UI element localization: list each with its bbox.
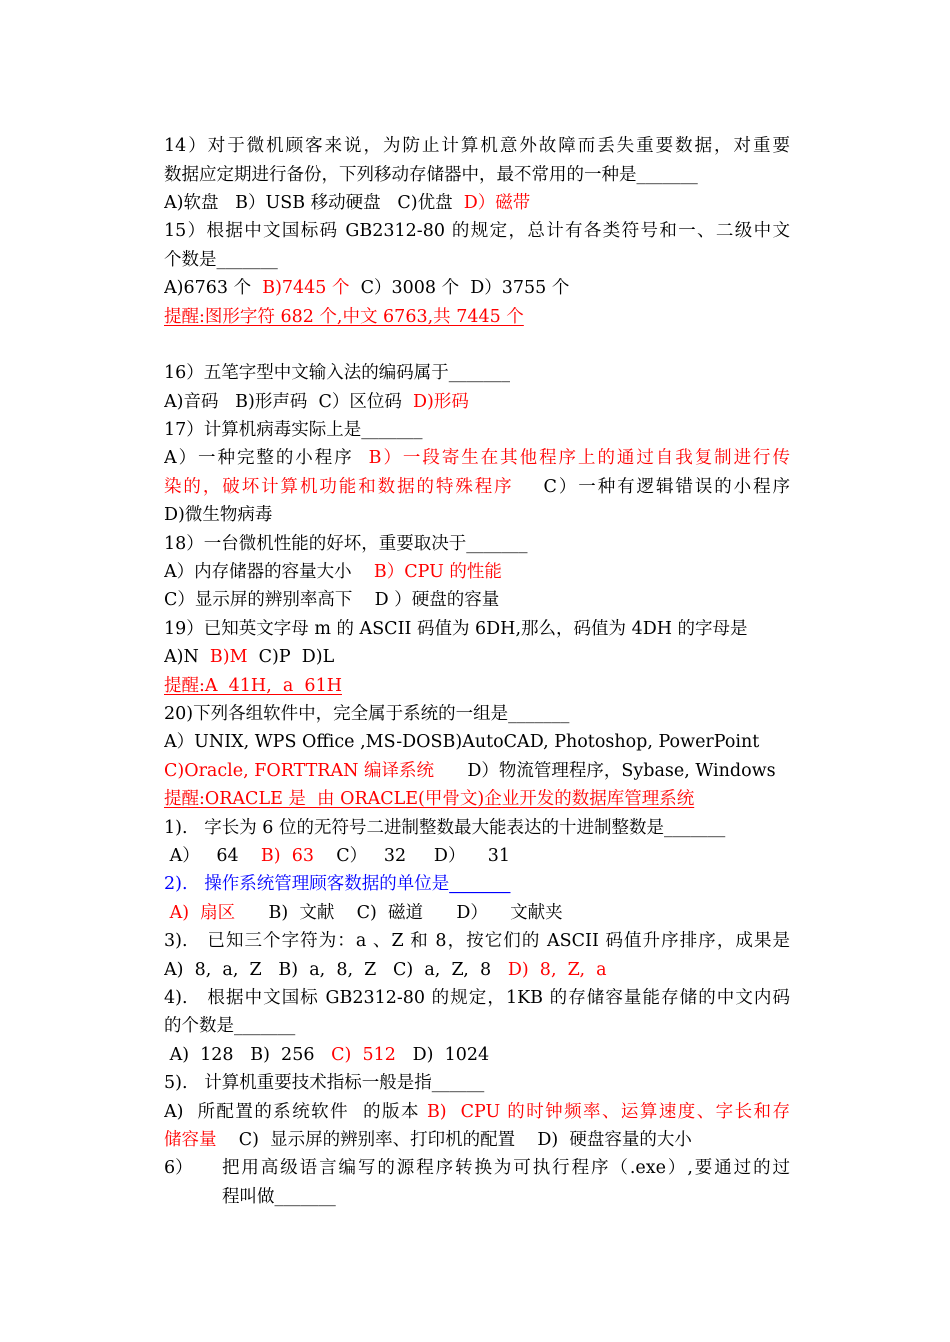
text-line (164, 444, 790, 472)
text-segment: _______ (449, 874, 511, 894)
text-line (164, 359, 790, 387)
text-segment: B）一段寄生在其他程序上的通过自我复制进行传 (368, 448, 790, 468)
text-segment: A) 所配置的系统软件 的版本 (164, 1102, 427, 1122)
text-segment: B) 63 (260, 846, 315, 866)
text-segment: B) CPU 的时钟频率、运算速度、字长和存 (426, 1102, 790, 1122)
text-line (164, 1098, 790, 1126)
text-segment: D)形码 (412, 392, 469, 412)
text-segment: D) 1024 (395, 1045, 490, 1065)
text-segment: C）一种有逻辑错误的小程序 (513, 477, 790, 497)
text-line (164, 586, 790, 614)
text-line (164, 274, 790, 302)
text-line (164, 161, 790, 189)
text-segment: 20)下列各组软件中，完全属于系统的一组是_______ (164, 704, 570, 724)
text-segment: 储容量 (164, 1130, 217, 1150)
text-line (164, 303, 790, 331)
text-line (164, 956, 790, 984)
text-line (164, 672, 790, 700)
text-line (164, 785, 790, 813)
text-segment: 染的，破坏计算机功能和数据的特殊程序 (164, 477, 514, 497)
text-line (164, 728, 790, 756)
text-line (164, 530, 790, 558)
text-line (164, 984, 790, 1012)
text-line (164, 615, 790, 643)
text-line (164, 1069, 790, 1097)
text-segment: A）内存储器的容量大小 (164, 562, 374, 582)
text-line (164, 700, 790, 728)
text-line (164, 416, 790, 444)
text-segment: 1). 字长为 6 位的无符号二进制整数最大能表达的十进制整数是_______ (164, 818, 726, 838)
text-line (164, 388, 790, 416)
text-segment: B）CPU 的性能 (373, 562, 502, 582)
item6-number: 6） (164, 1158, 193, 1178)
text-line (164, 189, 790, 217)
text-segment: D) 8, Z, a (507, 960, 607, 980)
text-line (164, 927, 790, 955)
text-segment: 4). 根据中文国标 GB2312-80 的规定，1KB 的存储容量能存储的中文内码 (164, 988, 790, 1008)
text-segment: D）磁带 (463, 193, 531, 213)
text-line (164, 217, 790, 245)
text-segment: 数据应定期进行备份，下列移动存储器中，最不常用的一种是_______ (164, 165, 698, 185)
text-line (164, 1012, 790, 1040)
item6-line1 (222, 1154, 790, 1182)
text-line (164, 501, 790, 529)
text-segment: 2). 操作系统管理顾客数据的单位是 (164, 874, 450, 894)
text-line (164, 473, 790, 501)
text-line (164, 757, 790, 785)
text-segment: 提醒:图形字符 682 个,中文 6763,共 7445 个 (164, 307, 524, 327)
text-segment: C）3008 个 D）3755 个 (349, 278, 570, 298)
text-segment: A） 64 (164, 846, 261, 866)
text-segment: 14）对于微机顾客来说，为防止计算机意外故障而丢失重要数据，对重要 (164, 136, 790, 156)
text-segment: 提醒:ORACLE 是 由 ORACLE(甲骨文)企业开发的数据库管理系统 (164, 789, 695, 809)
text-line (164, 842, 790, 870)
text-segment: 的个数是_______ (164, 1016, 296, 1036)
text-segment: B)7445 个 (262, 278, 350, 298)
text-segment: D）物流管理程序，Sybase, Windows (433, 761, 776, 781)
text-segment: A) 扇区 (164, 903, 236, 923)
item6-line2-text: 程叫做_______ (222, 1187, 336, 1207)
text-segment: A)软盘 B）USB 移动硬盘 C)优盘 (164, 193, 464, 213)
text-segment: 5). 计算机重要技术指标一般是指______ (164, 1073, 485, 1093)
text-line (164, 1041, 790, 1069)
text-line (164, 558, 790, 586)
text-segment: 15）根据中文国标码 GB2312-80 的规定，总计有各类符号和一、二级中文 (164, 221, 790, 241)
text-segment: A）UNIX, WPS Office ,MS-DOSB)AutoCAD, Photoshop, PowerPoint (164, 732, 760, 752)
text-segment: C) 显示屏的辨别率、打印机的配置 D) 硬盘容量的大小 (216, 1130, 692, 1150)
item6-line2 (222, 1183, 790, 1211)
text-segment: A)6763 个 (164, 278, 263, 298)
text-line (164, 643, 790, 671)
text-segment: D)微生物病毒 (164, 505, 273, 525)
text-line (164, 246, 790, 274)
text-segment: C)P D)L (247, 647, 335, 667)
text-segment: 16）五笔字型中文输入法的编码属于_______ (164, 363, 511, 383)
text-line (164, 899, 790, 927)
text-segment: A）一种完整的小程序 (164, 448, 369, 468)
text-segment: 17）计算机病毒实际上是_______ (164, 420, 423, 440)
text-segment: 18）一台微机性能的好坏，重要取决于_______ (164, 534, 528, 554)
text-segment: B) 文献 C) 磁道 D） 文献夹 (235, 903, 563, 923)
text-line (164, 814, 790, 842)
text-segment: 提醒:A 41H, a 61H (164, 676, 342, 696)
text-segment: 个数是_______ (164, 250, 278, 270)
text-segment: 3). 已知三个字符为：a 、Z 和 8，按它们的 ASCII 码值升序排序，成果是 (164, 931, 790, 951)
text-segment: C) 512 (331, 1045, 396, 1065)
text-line (164, 1126, 790, 1154)
text-line (164, 132, 790, 160)
text-segment: C） 32 D） 31 (314, 846, 510, 866)
text-segment: A) 8, a, Z B) a, 8, Z C) a, Z, 8 (164, 960, 508, 980)
text-segment: C)Oracle, FORTTRAN 编译系统 (164, 761, 434, 781)
text-segment: 19）已知英文字母 m 的 ASCII 码值为 6DH,那么，码值为 4DH 的字母是 (164, 619, 748, 639)
text-segment: C）显示屏的辨别率高下 D ）硬盘的容量 (164, 590, 500, 610)
text-segment: B)M (209, 647, 248, 667)
text-segment: A)N (164, 647, 210, 667)
text-line (164, 870, 790, 898)
item6-line1-text: 把用高级语言编写的源程序转换为可执行程序（.exe）,要通过的过 (222, 1158, 790, 1178)
text-segment: A) 128 B) 256 (164, 1045, 332, 1065)
text-segment: A)音码 B)形声码 C）区位码 (164, 392, 413, 412)
